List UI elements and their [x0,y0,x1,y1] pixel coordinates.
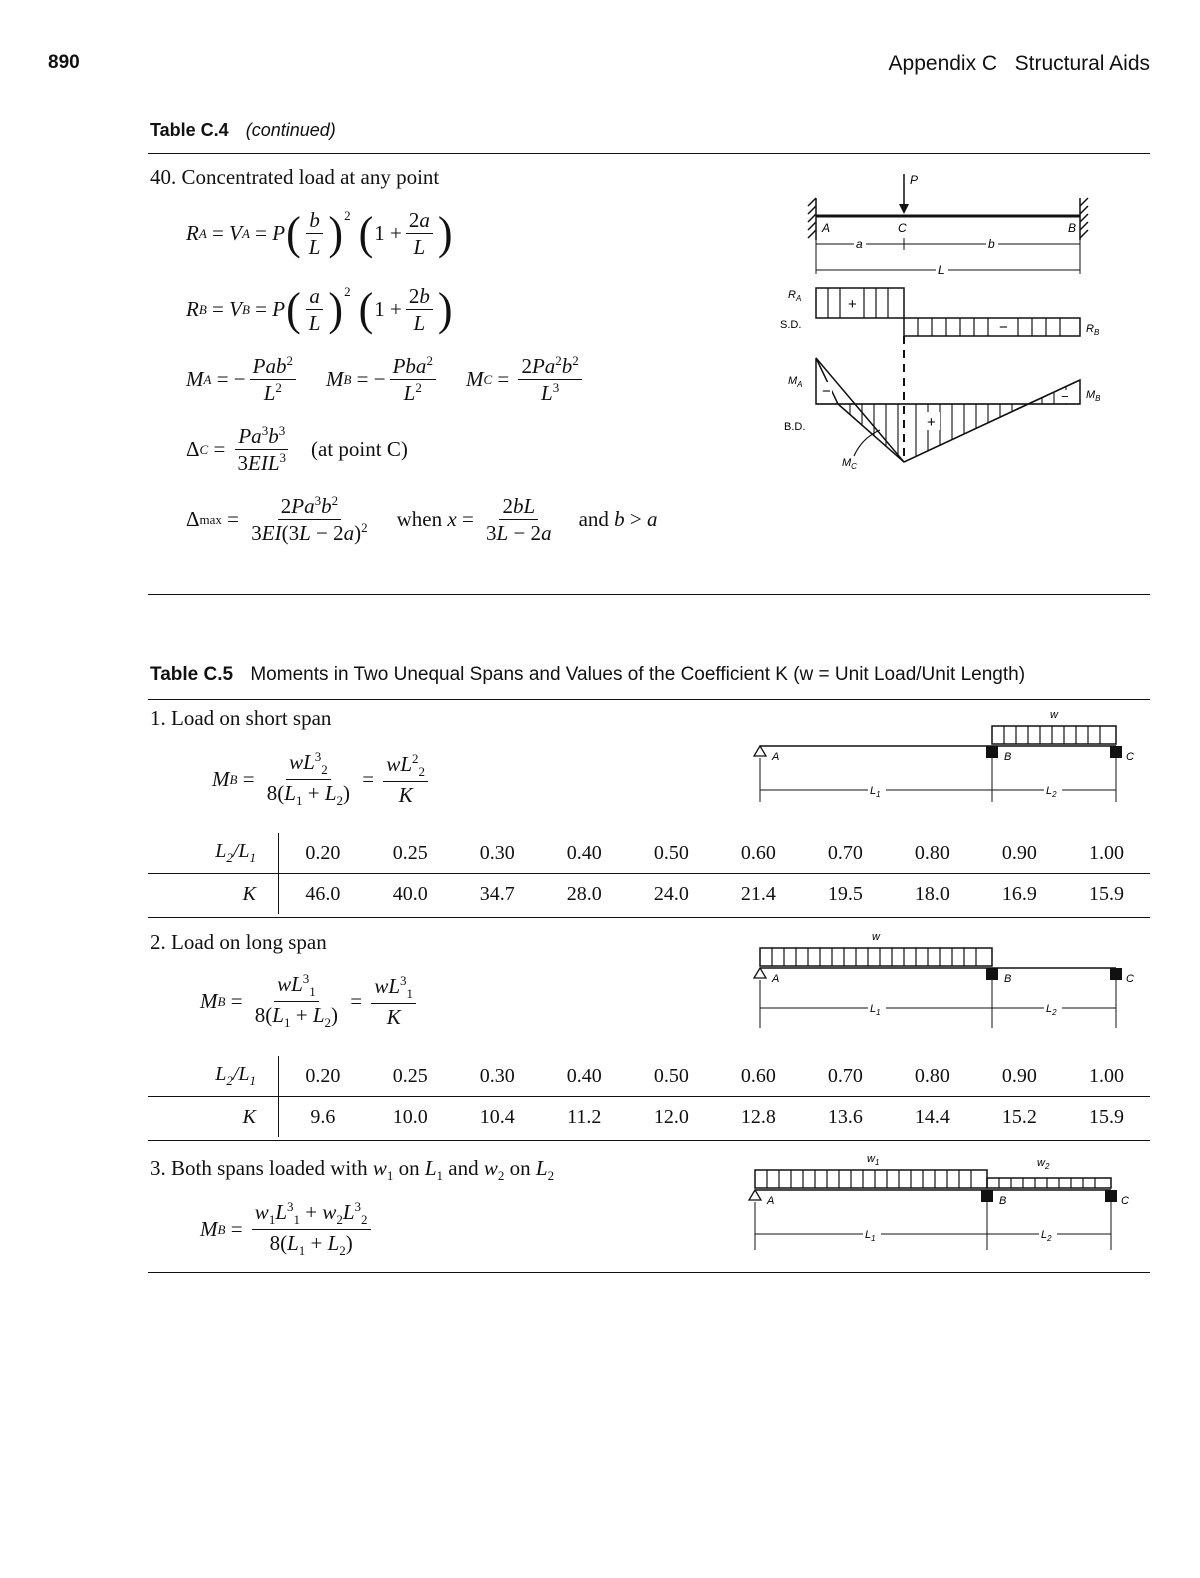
case2-c-label: C [1126,973,1134,985]
case2-k-value: 9.6 [310,1105,336,1128]
case2-ratio: 0.50 [628,1056,715,1097]
sd-label: S.D. [780,319,802,331]
case2-support-c [1110,968,1122,980]
case2-title: 2. Load on long span [150,930,327,954]
case1-l1-label: $L_1$ [870,785,881,799]
case2-ratio-header: $L_2/L_1$ [148,1056,279,1097]
table-c5-title: Moments in Two Unequal Spans and Values of the Coefficient K (w = Unit Load/Unit Length) [250,664,1026,685]
case1-distributed-load [992,726,1116,744]
equation-delta-c: Δ C = $\frac{Pa^3b^3}{3EIL^3}$ (at point C) [186,423,408,476]
case1-ratio: 0.70 [802,833,889,874]
fixed-support-left [808,198,816,240]
case3-l1-label: $L_1$ [865,1229,876,1243]
case1-k-value: 15.9 [1088,882,1124,905]
case2-distributed-load [760,948,992,966]
case2-k-value: 12.0 [653,1105,689,1128]
mb-label: $M_B$ [1086,389,1101,403]
case1-support-c [1110,746,1122,758]
case1-ratio-header: $L_2/L_1$ [148,833,279,874]
case2-k-value: 10.4 [479,1105,515,1128]
moment-minus-left: − [822,383,831,400]
case1-ratio: 0.50 [628,833,715,874]
case3-title: 3. Both spans loaded with $w_1$ on $L_1$ and $w_2$ on $L_2$ [150,1156,555,1184]
case2-k-row [148,1097,1150,1138]
case1-ratio-row [148,833,1150,874]
support-b-label: B [1068,221,1077,235]
case1-l2-label: $L_2$ [1046,785,1057,799]
case2-ratio: 0.70 [802,1056,889,1097]
shear-plus: + [848,296,857,313]
table-c4-caption [150,120,336,141]
case1-k-value: 16.9 [1001,882,1037,905]
table-c5-bottom-rule [148,1272,1150,1273]
case3-c-label: C [1121,1195,1129,1207]
case3-l2-label: $L_2$ [1041,1229,1052,1243]
running-head: Appendix C Structural Aids [888,52,1150,75]
table-c4-bottom-rule [148,594,1150,595]
case2-rule [148,1140,1150,1141]
case2-k-value: 15.2 [1001,1105,1037,1128]
case3-support-b [981,1190,993,1202]
case2-a-label: A [772,973,780,985]
mc-label: $M_C$ [842,457,857,471]
case2-k-value: 11.2 [567,1105,602,1128]
case-40-title: 40. Concentrated load at any point [150,165,440,189]
table-c4-note: (continued) [245,120,336,140]
equation-moments: M A = − $\frac{Pab^2}{L^2}$ M B = − $\frac{Pba^2}{L^2}$ M C = $\frac{2Pa^2b^2}{L^3}$ [186,354,586,405]
ra-label: $R_A$ [788,289,802,303]
case2-k-value: 12.8 [740,1105,776,1128]
case2-ratio: 0.60 [715,1056,802,1097]
case1-k-header: K [148,874,279,915]
case2-k-header: K [148,1097,279,1138]
when-word: when [396,507,443,532]
case1-rule [148,917,1150,918]
case2-k-value: 13.6 [827,1105,863,1128]
load-arrow-head [899,204,909,214]
case2-support-b [986,968,998,980]
dim-a-label: a [856,237,863,251]
case2-ratio: 0.20 [279,1056,367,1097]
fixed-beam-diagram [770,168,1130,480]
case1-k-table [148,833,1150,914]
case1-w-label: w [1050,709,1058,721]
case3-formula: M B = $\frac{w_1L^3_1 + w_2L^3_2}{8(L_1 + L_2)}$ [200,1200,375,1259]
case1-k-value: 40.0 [392,882,428,905]
case2-ratio: 0.90 [976,1056,1063,1097]
case1-ratio: 0.60 [715,833,802,874]
case1-ratio: 0.20 [279,833,367,874]
table-c5-label: Table C.5 [150,664,234,685]
case1-support-b [986,746,998,758]
case3-support-c [1105,1190,1117,1202]
page-number: 890 [48,52,80,73]
case2-w-label: w [872,931,880,943]
case1-ratio: 1.00 [1063,833,1150,874]
case1-k-value: 28.0 [566,882,602,905]
case1-ratio: 0.40 [541,833,628,874]
equation-ra: R A = V A = P ( $\frac{b}{L}$ ) $^2$ ( 1 + $\frac{2a}{L}$ ) [186,207,453,260]
case1-beam-diagram [750,706,1150,806]
moment-minus-right: − [1061,389,1069,404]
case1-k-value: 24.0 [653,882,689,905]
case1-formula: M B = $\frac{wL^3_2}{8(L_1 + L_2)}$ = $\frac{wL^2_2}{K}$ [212,750,432,809]
case2-l1-label: $L_1$ [870,1003,881,1017]
dim-l-label: L [938,263,945,277]
case2-ratio: 0.40 [541,1056,628,1097]
case2-k-value: 15.9 [1088,1105,1124,1128]
fixed-support-right [1080,198,1088,240]
table-c4-label: Table C.4 [150,120,229,140]
case1-k-value: 21.4 [740,882,776,905]
case1-k-value: 18.0 [914,882,950,905]
case3-support-a [749,1190,761,1200]
rb-label: $R_B$ [1086,323,1100,337]
case3-w1-label: $w_1$ [867,1153,880,1167]
case1-k-row [148,874,1150,915]
shear-minus: − [999,319,1008,336]
case1-k-value: 46.0 [305,882,341,905]
case3-beam-diagram [745,1150,1150,1254]
load-label: P [910,173,919,187]
table-c5-caption [150,664,1025,686]
at-point-c: (at point C) [311,437,408,462]
case2-ratio: 0.30 [454,1056,541,1097]
and-word: and [578,507,609,532]
case2-k-value: 10.0 [392,1105,428,1128]
case1-k-value: 34.7 [479,882,515,905]
case2-k-value: 14.4 [914,1105,950,1128]
case1-ratio: 0.25 [367,833,454,874]
case3-w2-label: $w_2$ [1037,1157,1050,1171]
equation-rb: R B = V B = P ( $\frac{a}{L}$ ) $^2$ ( 1 + $\frac{2b}{L}$ ) [186,283,453,336]
case1-ratio: 0.80 [889,833,976,874]
case1-support-a [754,746,766,756]
ma-label: $M_A$ [788,375,803,389]
case3-load-w1 [755,1170,987,1188]
point-c-label: C [898,221,907,235]
case2-formula: M B = $\frac{wL^3_1}{8(L_1 + L_2)}$ = $\frac{wL^3_1}{K}$ [200,972,420,1031]
support-a-label: A [822,221,831,235]
case3-load-w2 [987,1178,1111,1188]
case2-ratio-row [148,1056,1150,1097]
case1-title: 1. Load on short span [150,706,332,730]
case1-k-value: 19.5 [827,882,863,905]
shear-diagram [816,288,1080,336]
table-c5-top-rule [148,699,1150,700]
case2-ratio: 0.25 [367,1056,454,1097]
table-c4-top-rule [148,153,1150,154]
moment-diagram [816,358,1080,462]
equation-delta-max: Δ max = $\frac{2Pa^3b^2}{3EI(3L - 2a)^2}$ when x = $\frac{2bL}{3L - 2a}$ and b > a [186,493,658,546]
case2-b-label: B [1004,973,1012,985]
case1-b-label: B [1004,751,1012,763]
case1-ratio: 0.90 [976,833,1063,874]
case3-a-label: A [767,1195,775,1207]
case2-k-table [148,1056,1150,1137]
case2-ratio: 1.00 [1063,1056,1150,1097]
moment-plus: + [927,414,936,431]
case1-a-label: A [772,751,780,763]
bd-label: B.D. [784,421,806,433]
case1-ratio: 0.30 [454,833,541,874]
case2-support-a [754,968,766,978]
case3-b-label: B [999,1195,1007,1207]
case1-c-label: C [1126,751,1134,763]
case2-l2-label: $L_2$ [1046,1003,1057,1017]
case2-ratio: 0.80 [889,1056,976,1097]
case2-beam-diagram [750,928,1150,1032]
dim-b-label: b [988,237,995,251]
